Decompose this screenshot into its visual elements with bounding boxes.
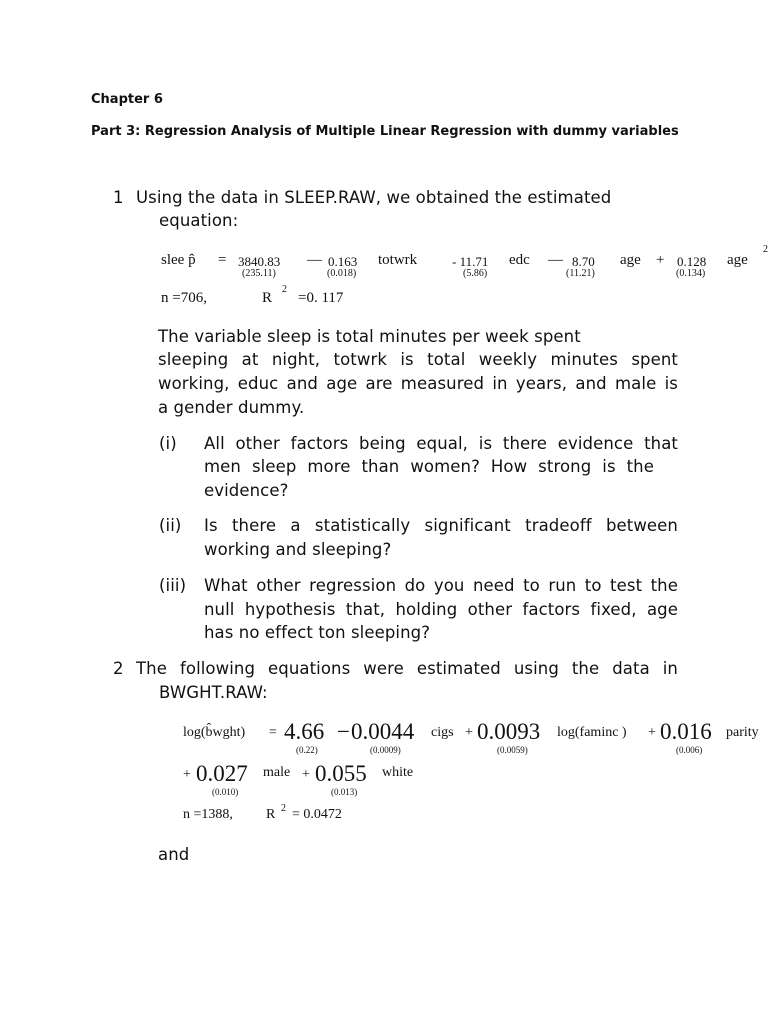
eq2-op4: + [183,767,191,782]
chapter-title: Chapter 6 [91,92,163,107]
eq2-op5: + [302,767,310,782]
eq2-se-cigs: (0.0009) [370,745,401,755]
eq2-se-intercept: (0.22) [296,745,318,755]
eq2-equals: = [269,725,277,740]
eq1-coef-age: 8.70 [572,254,595,269]
eq2-r2-label: R [266,807,276,822]
eq2-coef-male: 0.027 [196,761,248,786]
eq1-n: n =706, [161,290,207,306]
eq2-r2-value: = 0.0472 [292,807,342,822]
sub-i-line2: men sleep more than women? How strong is the [204,457,654,476]
q2-intro-line2: BWGHT.RAW: [159,683,268,702]
eq2-se-white: (0.013) [331,787,358,797]
eq1-var-agesq: age [727,252,748,268]
sub-iii-line2: null hypothesis that, holding other factors fixed, age [204,600,678,619]
eq1-coef-educ: - 11.71 [452,254,489,269]
sub-iii-line3: has no effect ton sleeping? [204,623,431,642]
eq1-se-agesq: (0.134) [676,268,706,279]
eq2-n: n =1388, [183,807,233,822]
eq1-var-educ: edc [509,252,530,268]
eq2-se-parity: (0.006) [676,745,703,755]
eq2-r2-exponent: 2 [281,803,286,814]
eq1-op3: — [548,252,563,268]
q1-para-line2: sleeping at night, totwrk is total weekly minutes spent [158,350,678,369]
q1-intro-line2: equation: [159,211,239,230]
eq1-se-educ: (5.86) [463,268,488,279]
eq2-op2: + [465,725,473,740]
q2-intro-line1: The following equations were estimated using the data in [136,659,678,678]
eq2-coef-white: 0.055 [315,761,367,786]
eq2-var-white: white [382,765,414,780]
eq2-op3: + [648,725,656,740]
eq2-se-faminc: (0.0059) [497,745,528,755]
eq1-intercept: 3840.83 [238,254,281,269]
eq2-lhs: log(b̂wght) [183,725,246,740]
q2-number: 2 [113,659,124,678]
eq1-var-totwrk: totwrk [378,252,418,268]
eq1-var-age: age [620,252,641,268]
q1-number: 1 [113,188,124,207]
eq1-se-totwrk: (0.018) [327,268,357,279]
sub-i-label: (i) [159,434,177,453]
eq2-op1: − [337,719,350,744]
eq2-var-faminc: log(faminc ) [557,725,627,740]
eq1-coef-totwrk: 0.163 [328,254,358,269]
eq2-coef-cigs: 0.0044 [351,719,415,744]
eq2-var-male: male [263,765,291,780]
eq1-r2-exponent: 2 [282,284,287,295]
q1-para-line3: working, educ and age are measured in years, and male is [158,374,678,393]
eq2-se-male: (0.010) [212,787,239,797]
sub-i-line3: evidence? [204,481,289,500]
sub-ii-label: (ii) [159,516,182,535]
sub-iii-label: (iii) [159,576,187,595]
eq1-r2-value: =0. 117 [298,290,344,306]
eq2-intercept: 4.66 [284,719,325,744]
eq1-agesq-exponent: 2 [763,244,768,255]
sub-ii-line1: Is there a statistically significant tradeoff between [204,516,678,535]
eq1-lhs: slee p̂ [161,252,196,268]
eq2-coef-parity: 0.016 [660,719,712,744]
eq1-equals: = [218,252,227,268]
sub-ii-line2: working and sleeping? [204,540,392,559]
eq1-op1: — [307,252,322,268]
eq2-coef-faminc: 0.0093 [477,719,541,744]
eq1-coef-agesq: 0.128 [677,254,707,269]
q2-and: and [158,845,190,864]
eq1-r2-label: R [262,290,273,306]
q1-para-line4: a gender dummy. [158,398,305,417]
eq2-var-cigs: cigs [431,725,454,740]
eq1-se-age: (11.21) [566,268,595,279]
q1-para-text1: The variable sleep is total minutes per week spent [158,327,581,346]
q1-intro-line1: Using the data in SLEEP.RAW, we obtained the estimated [136,188,612,207]
q1-para-line1 [158,327,678,346]
part-title: Part 3: Regression Analysis of Multiple Linear Regression with dummy variables [91,124,679,139]
sub-iii-line1: What other regression do you need to run to test the [204,576,678,595]
eq1-op4: + [656,252,665,268]
eq1-se-intercept: (235.11) [242,268,276,279]
sub-i-line1: All other factors being equal, is there evidence that [204,434,678,453]
eq2-var-parity: parity [726,725,759,740]
